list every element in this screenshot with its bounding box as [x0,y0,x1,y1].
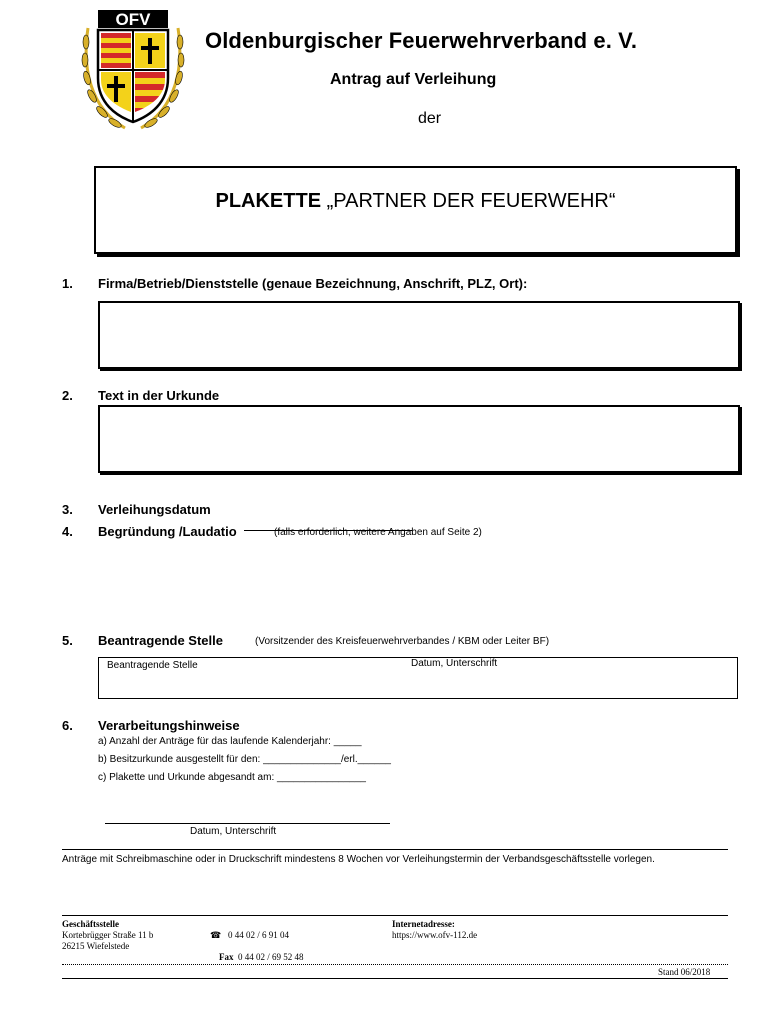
applicant-box[interactable] [98,657,738,699]
section-5-number: 5. [62,633,73,648]
divider [62,849,728,850]
certificate-text-field[interactable] [98,405,740,473]
section-1-label: Firma/Betrieb/Dienststelle (genaue Bezeichnung, Anschrift, PLZ, Ort): [98,276,528,291]
footer-bottom-rule [62,978,728,979]
company-field[interactable] [98,301,740,369]
laudatio-field[interactable] [98,545,736,625]
footer-dotted-divider [62,964,728,965]
award-title [96,190,735,213]
office-heading: Geschäftsstelle [62,919,119,929]
section-6-number: 6. [62,718,73,733]
connector-word: der [418,110,442,127]
office-city: 26215 Wiefelstede [62,941,130,951]
processing-note-b: b) Besitzurkunde ausgestellt für den: ______________/erl.______ [98,754,391,765]
signature-label: Datum, Unterschrift [190,826,277,837]
office-phone: 0 44 02 / 6 91 04 [228,930,290,940]
office-fax: 0 44 02 / 69 52 48 [238,952,304,962]
section-4-note: (falls erforderlich, weitere Angaben auf Seite 2) [274,527,482,538]
section-2-number: 2. [62,388,73,403]
section-5-label: Beantragende Stelle [98,633,223,648]
web-heading: Internetadresse: [392,919,455,929]
award-title-rest: „PARTNER DER FEUERWEHR“ [321,190,616,212]
phone-icon: ☎ [210,930,222,940]
signature-line[interactable] [105,823,390,824]
fax-label: Fax [219,952,234,962]
award-title-box [94,166,737,254]
section-3-number: 3. [62,502,73,517]
processing-note-a: a) Anzahl der Anträge für das laufende Kalenderjahr: _____ [98,736,362,747]
organization-title: Oldenburgischer Feuerwehrverband e. V. [205,28,638,53]
section-4-label: Begründung /Laudatio [98,524,237,539]
revision-stand: Stand 06/2018 [658,967,711,977]
section-6-label: Verarbeitungshinweise [98,718,240,733]
processing-note-c: c) Plakette und Urkunde abgesandt am: ________________ [98,772,366,783]
award-title-bold: PLAKETTE [215,190,322,212]
office-street: Kortebrügger Straße 11 b [62,930,154,940]
logo-text: OFV [115,10,151,29]
form-subtitle: Antrag auf Verleihung [330,71,497,88]
applicant-label: Beantragende Stelle [107,660,198,671]
section-4-number: 4. [62,524,73,539]
submission-notice: Anträge mit Schreibmaschine oder in Druckschrift mindestens 8 Wochen vor Verleihungstermin der Verbandsgeschäftsstelle vorlegen. [62,854,655,865]
section-3-label: Verleihungsdatum [98,502,211,517]
applicant-date-signature-label: Datum, Unterschrift [411,658,498,669]
section-1-number: 1. [62,276,73,291]
section-5-note: (Vorsitzender des Kreisfeuerwehrverbandes / KBM oder Leiter BF) [255,636,550,647]
footer-divider [62,915,728,916]
section-2-label: Text in der Urkunde [98,388,220,403]
ofv-logo [80,8,186,136]
web-address[interactable]: https://www.ofv-112.de [392,930,478,940]
